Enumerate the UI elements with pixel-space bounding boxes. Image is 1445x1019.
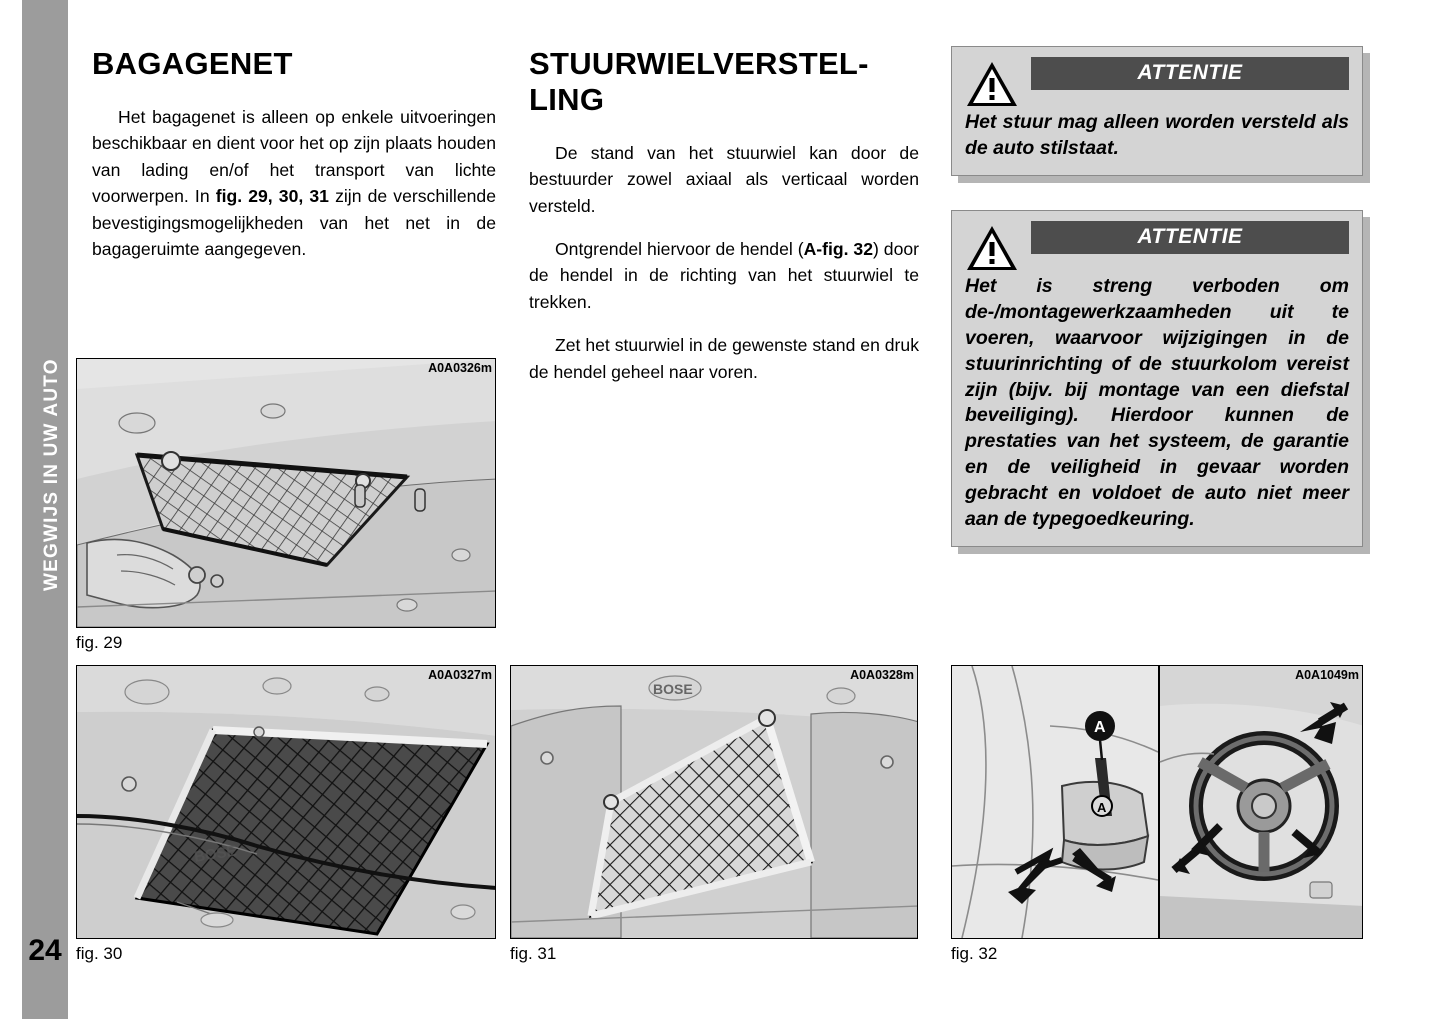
warning-triangle-icon: [965, 224, 1019, 272]
figure-32-caption: fig. 32: [951, 944, 998, 963]
bagagenet-fig-refs: fig. 29, 30, 31: [215, 186, 329, 207]
figure-31: [510, 665, 918, 964]
attention-banner-2: ATTENTIE: [1031, 221, 1349, 254]
stuurwiel-paragraph-2: [529, 236, 919, 315]
figure-31-caption: fig. 31: [510, 944, 557, 963]
column-one-text: [92, 46, 496, 279]
figure-30: [76, 665, 496, 964]
bagagenet-paragraph: [92, 104, 496, 262]
attention-banner-1: ATTENTIE: [1031, 57, 1349, 90]
figure-29-caption: fig. 29: [76, 633, 123, 652]
warning-triangle-icon: [965, 60, 1019, 108]
svg-text:A: A: [1097, 800, 1107, 815]
attention-box-1: [951, 46, 1363, 176]
bagagenet-text-2: zijn de verschillende bevestigingsmogelijkheden van het net in de bagageruimte aangegeven.: [92, 186, 496, 259]
attention-text-1: Het stuur mag alleen worden versteld als de auto stilstaat.: [965, 111, 1349, 159]
chapter-side-tab-label: WEGWIJS IN UW AUTO: [41, 358, 62, 591]
speaker-brand-label: BOSE: [192, 842, 238, 866]
figure-29-image: [76, 358, 496, 628]
page-number: 24: [28, 934, 62, 967]
figure-32-image: [951, 665, 1363, 939]
bagagenet-text-1: Het bagagenet is alleen op enkele uitvoeringen beschikbaar en dient voor het op zijn plaats houden van lading en/of het transport van lichte voorwerpen. In: [92, 106, 496, 207]
page-title-stuurwielverstelling: STUURWIELVERSTEL-LING: [529, 46, 869, 117]
stuurwiel-paragraph-1: De stand van het stuurwiel kan door de bestuurder zowel axiaal als verticaal worden versteld.: [529, 142, 919, 216]
figure-30-caption: fig. 30: [76, 944, 123, 963]
figure-30-image: [76, 665, 496, 939]
figure-31-code: A0A0328m: [850, 668, 914, 682]
stuurwiel-text-2: ) door de hendel in de richting van het stuurwiel te trekken.: [529, 239, 919, 312]
column-three-warnings: [951, 46, 1363, 581]
stuurwiel-text-1: Ontgrendel hiervoor de hendel (: [555, 239, 804, 260]
figure-29-code: A0A0326m: [428, 361, 492, 375]
attention-text-2: Het is streng verboden om de-/montagewerkzaamheden uit te voeren, waarvoor wijzigingen in de stuurinrichting of de stuurkolom vereist zijn (bijv. bij montage van een diefstal beveiliging). Hierdoor kunnen de prestaties van het systeem, de garantie en de veiligheid in gevaar worden gebracht en voldoet de auto niet meer aan de typegoedkeuring.: [965, 274, 1349, 531]
figure-32-code: A0A1049m: [1295, 668, 1359, 682]
stuurwiel-paragraph-3: Zet het stuurwiel in de gewenste stand en druk de hendel geheel naar voren.: [529, 335, 919, 382]
page-title-bagagenet: BAGAGENET: [92, 46, 293, 81]
stuurwiel-fig-ref: A-fig. 32: [803, 239, 873, 260]
figure-31-image: [510, 665, 918, 939]
figure-30-code: A0A0327m: [428, 668, 492, 682]
chapter-side-tab: [22, 0, 68, 1019]
speaker-brand-label: BOSE: [653, 681, 693, 697]
attention-box-2: [951, 210, 1363, 547]
figure-32: [951, 665, 1363, 964]
callout-a-label: A: [1094, 719, 1106, 736]
figure-29: [76, 358, 496, 653]
column-two-text: [529, 46, 919, 402]
